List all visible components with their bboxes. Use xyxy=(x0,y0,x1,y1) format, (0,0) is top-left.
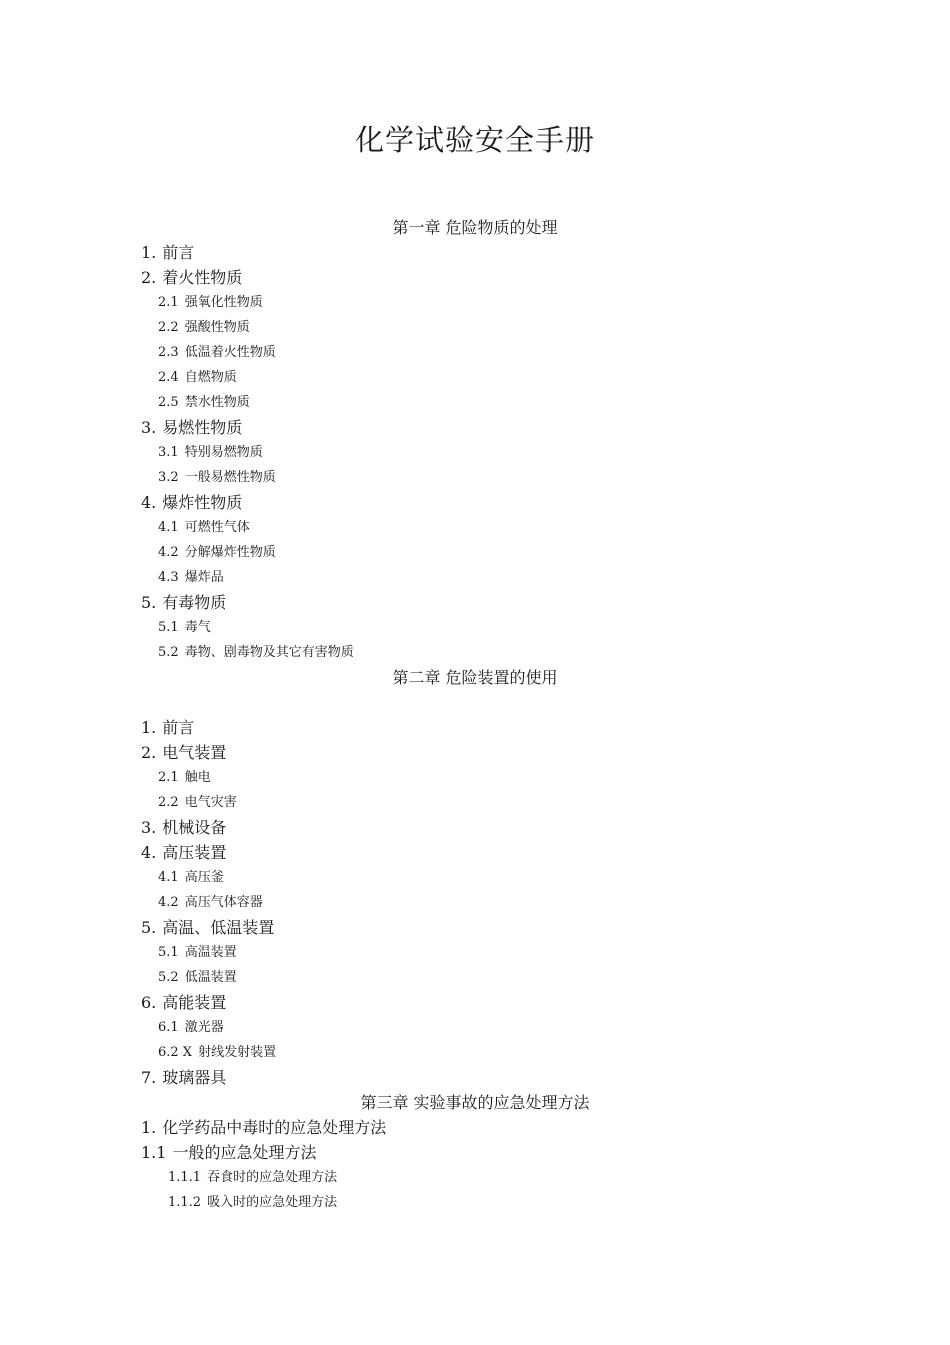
page-title: 化学试验安全手册 xyxy=(354,123,595,157)
toc-subentry: 5.2 毒物、剧毒物及其它有害物质 xyxy=(158,645,354,660)
toc-subentry: 2.2 电气灾害 xyxy=(158,795,237,810)
toc-entry: 2. 着火性物质 xyxy=(141,268,243,287)
toc-entry: 4. 爆炸性物质 xyxy=(141,493,243,512)
toc-subentry: 6.1 激光器 xyxy=(158,1020,224,1035)
toc-subentry: 2.1 触电 xyxy=(158,770,211,785)
toc-subentry: 4.1 高压釜 xyxy=(158,870,224,885)
toc-subentry: 4.2 分解爆炸性物质 xyxy=(158,545,276,560)
chapter-heading: 第三章 实验事故的应急处理方法 xyxy=(360,1093,590,1112)
toc-entry: 5. 有毒物质 xyxy=(141,593,227,612)
toc-subentry: 3.2 一般易燃性物质 xyxy=(158,470,276,485)
toc-entry: 6. 高能装置 xyxy=(141,993,227,1012)
toc-subentry: 2.2 强酸性物质 xyxy=(158,320,250,335)
toc-subentry: 5.1 高温装置 xyxy=(158,945,237,960)
toc-subsubentry: 1.1.2 吸入时的应急处理方法 xyxy=(168,1195,338,1210)
toc-subentry: 2.1 强氧化性物质 xyxy=(158,295,263,310)
toc-entry: 7. 玻璃器具 xyxy=(141,1068,227,1087)
toc-subentry: 4.2 高压气体容器 xyxy=(158,895,263,910)
toc-subentry: 3.1 特别易燃物质 xyxy=(158,445,263,460)
toc-subentry: 5.1 毒气 xyxy=(158,620,211,635)
toc-subentry: 2.3 低温着火性物质 xyxy=(158,345,276,360)
toc-entry: 1. 前言 xyxy=(141,718,195,737)
toc-subsubentry: 1.1.1 吞食时的应急处理方法 xyxy=(168,1170,338,1185)
toc-subentry: 2.5 禁水性物质 xyxy=(158,395,250,410)
toc-entry: 1. 化学药品中毒时的应急处理方法 xyxy=(141,1118,387,1137)
toc-entry: 5. 高温、低温装置 xyxy=(141,918,275,937)
toc-entry: 2. 电气装置 xyxy=(141,743,227,762)
toc-entry: 3. 机械设备 xyxy=(141,818,227,837)
chapter-heading: 第一章 危险物质的处理 xyxy=(392,218,558,237)
toc-entry: 3. 易燃性物质 xyxy=(141,418,243,437)
toc-subentry: 4.1 可燃性气体 xyxy=(158,520,250,535)
toc-subentry: 6.2 X 射线发射装置 xyxy=(158,1045,277,1060)
chapter-heading: 第二章 危险装置的使用 xyxy=(392,668,558,687)
toc-subentry: 4.3 爆炸品 xyxy=(158,570,224,585)
toc-entry: 4. 高压装置 xyxy=(141,843,227,862)
toc-entry: 1.1 一般的应急处理方法 xyxy=(141,1143,317,1162)
toc-subentry: 2.4 自燃物质 xyxy=(158,370,237,385)
toc-entry: 1. 前言 xyxy=(141,243,195,262)
toc-subentry: 5.2 低温装置 xyxy=(158,970,237,985)
